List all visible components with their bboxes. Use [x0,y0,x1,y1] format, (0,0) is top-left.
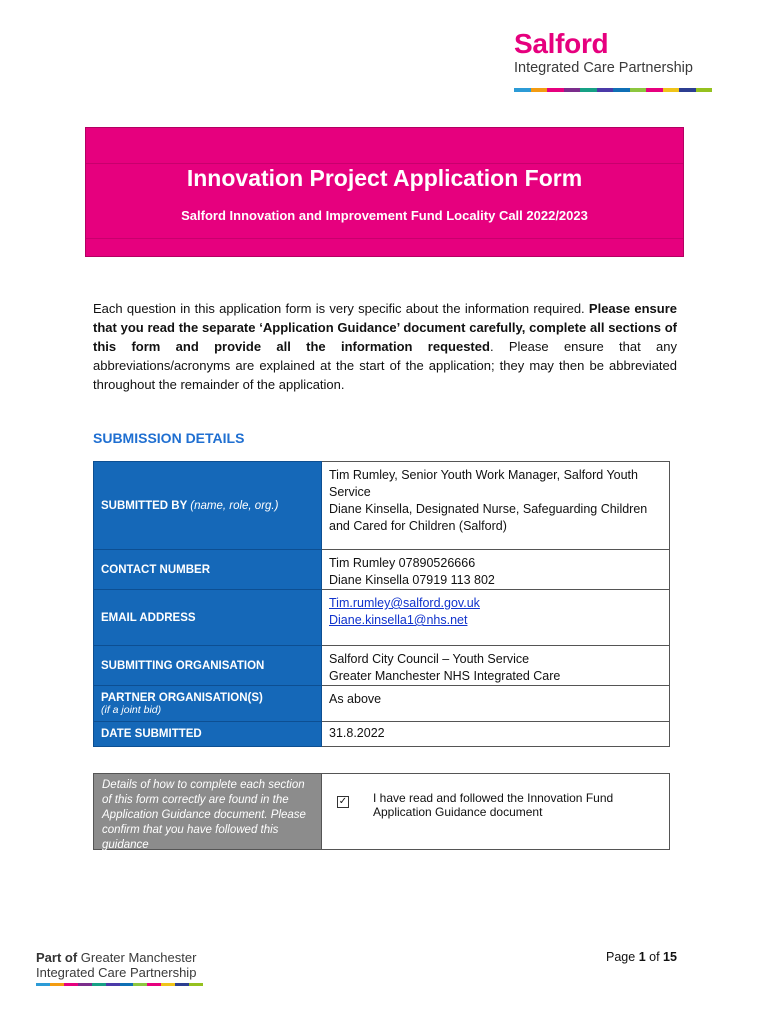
row-submitting-org [94,646,670,686]
stripe-segment [92,983,106,986]
stripe-segment [564,88,581,92]
label-partner-org: PARTNER ORGANISATION(S) (if a joint bid) [94,686,322,722]
row-partner-org [94,686,670,722]
form-title: Innovation Project Application Form [186,165,583,191]
stripe-segment [696,88,713,92]
email-link-1[interactable]: Tim.rumley@salford.gov.uk [329,596,480,610]
footer-org-line-1: Part of Greater Manchester [36,950,197,965]
contact-2: Diane Kinsella 07919 113 802 [329,573,495,587]
row-submitted-by [94,462,670,550]
label-submitted-by: SUBMITTED BY (name, role, org.) [94,462,322,550]
guidance-confirmation-table [93,773,670,850]
form-subtitle: Salford Innovation and Improvement Fund Locality Call 2022/2023 [181,208,588,223]
stripe-segment [50,983,64,986]
stripe-segment [663,88,680,92]
label-contact-number: CONTACT NUMBER [94,550,322,590]
salford-logo-tagline: Integrated Care Partnership [514,60,693,76]
value-email-address [322,590,670,646]
submitter-2: Diane Kinsella, Designated Nurse, Safeguarding Children and Cared for Children (Salford) [329,502,648,533]
value-submitting-org[interactable] [322,646,670,686]
stripe-segment [646,88,663,92]
guidance-checkbox[interactable]: ✓ [338,796,348,807]
value-partner-org[interactable]: As above [322,686,670,722]
label-email-address: EMAIL ADDRESS [94,590,322,646]
submitter-1: Tim Rumley, Senior Youth Work Manager, Salford Youth Service [329,468,638,499]
guidance-instructions: Details of how to complete each section of this form correctly are found in the Application Guidance document. Please confirm that you have followed this guidance [94,774,321,849]
submission-details-table [93,461,670,747]
org-1: Salford City Council – Youth Service [329,652,530,666]
intro-text-1: Each question in this application form is very specific about the information required. [93,301,589,316]
stripe-segment [120,983,134,986]
stripe-segment [679,88,696,92]
stripe-segment [78,983,92,986]
row-email-address [94,590,670,646]
contact-1: Tim Rumley 07890526666 [329,556,476,570]
hint-partner-org: (if a joint bid) [101,703,162,716]
stripe-segment [547,88,564,92]
value-contact-number[interactable] [322,550,670,590]
value-date-submitted[interactable]: 31.8.2022 [322,722,670,747]
intro-text-bold: Please ensure that you read the separate ‘Application Guidance’ document carefully, complete all sections of this form and provide all the information requested [93,301,677,354]
row-contact-number [94,550,670,590]
stripe-segment [175,983,189,986]
footer-color-stripe [36,983,203,986]
hint-submitted-by: (name, role, org.) [190,499,279,512]
guidance-confirm-label: I have read and followed the Innovation Fund Application Guidance document [373,791,614,819]
stripe-segment [580,88,597,92]
row-date-submitted [94,722,670,747]
stripe-segment [613,88,630,92]
label-submitting-org: SUBMITTING ORGANISATION [94,646,322,686]
stripe-segment [133,983,147,986]
intro-text-2: . Please ensure that any abbreviations/acronyms are explained at the start of the application; they may then be abbreviated throughout the remainder of the application. [93,339,677,392]
stripe-segment [64,983,78,986]
title-banner [85,127,684,257]
stripe-segment [36,983,50,986]
salford-logo-name: Salford [514,28,609,59]
label-date-submitted: DATE SUBMITTED [94,722,322,747]
stripe-segment [597,88,614,92]
stripe-segment [161,983,175,986]
stripe-segment [189,983,203,986]
email-link-2[interactable]: Diane.kinsella1@nhs.net [329,613,468,627]
page-number: Page 1 of 15 [606,950,677,964]
org-2: Greater Manchester NHS Integrated Care [329,669,561,683]
logo-color-stripe [514,88,712,92]
stripe-segment [147,983,161,986]
value-submitted-by[interactable] [322,462,670,550]
stripe-segment [514,88,531,92]
stripe-segment [630,88,647,92]
stripe-segment [531,88,548,92]
intro-paragraph [93,299,677,394]
footer-org-line-2: Integrated Care Partnership [36,965,197,980]
section-heading-submission: SUBMISSION DETAILS [93,430,245,446]
stripe-segment [106,983,120,986]
